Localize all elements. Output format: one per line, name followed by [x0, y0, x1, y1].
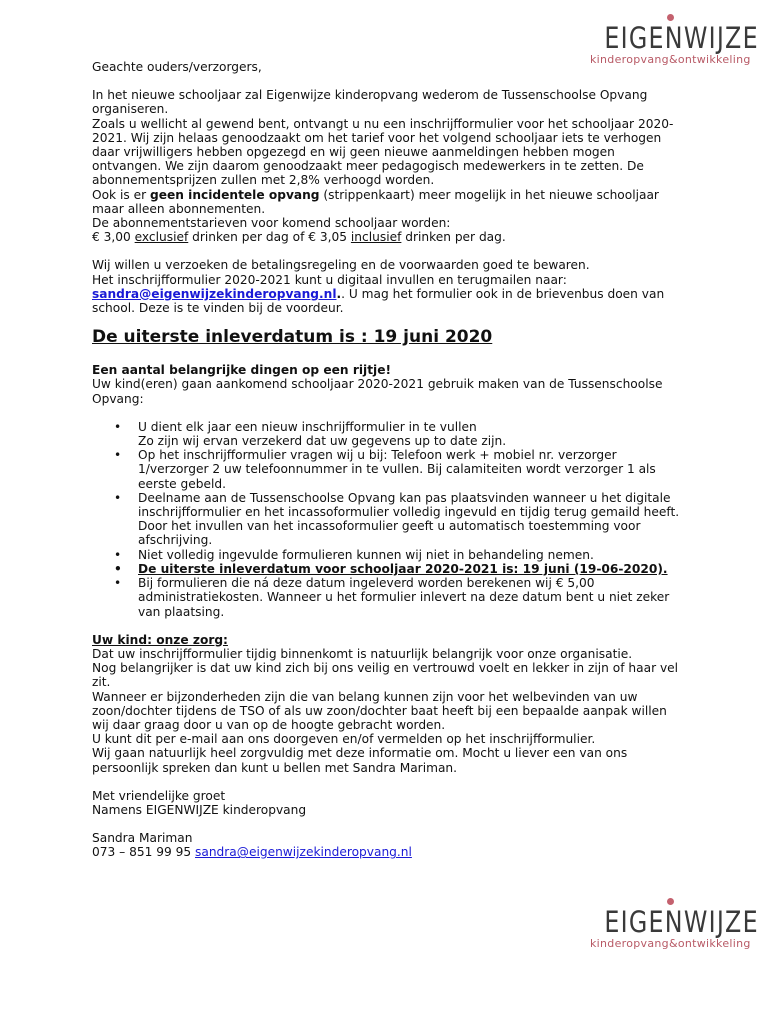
bullet-icon: •	[114, 490, 122, 505]
contact-line	[92, 845, 682, 859]
no-incidental-care: geen incidentele opvang	[149, 187, 320, 202]
text-span: drinken per dag of € 3,05	[188, 230, 351, 245]
text-span: (strippenkaart) meer mogelijk in het nieuwe schooljaar maar alleen abonnementen.	[92, 187, 659, 216]
intro-paragraph-1: In het nieuwe schooljaar zal Eigenwijze kinderopvang wederom de Tussenschoolse Opvang organiseren.	[92, 88, 648, 117]
bullet-icon: •	[114, 561, 122, 576]
inclusive-label: inclusief	[350, 230, 402, 245]
list-item	[92, 448, 682, 491]
important-title: Een aantal belangrijke dingen op een rijtje!	[92, 363, 392, 378]
logo-bottom	[590, 898, 759, 950]
text-span: . U mag het formulier ook in de brievenbus doen van school. Deze is te vinden bij de voordeur.	[92, 286, 665, 316]
logo-top	[590, 14, 759, 66]
bullet-icon: •	[114, 448, 122, 463]
care-paragraph-5: Wij gaan natuurlijk heel zorgvuldig met deze informatie om. Mocht u liever een van ons persoonlijk spreken dan kunt u bellen met Sandra Mariman.	[92, 746, 628, 775]
list-item	[92, 576, 682, 619]
signature-email-link[interactable]: sandra@eigenwijzekinderopvang.nl	[195, 845, 412, 860]
list-item-text: Op het inschrijfformulier vragen wij u bij: Telefoon werk + mobiel nr. verzorger 1/verzorger 2 uw telefoonnummer in te vullen. Bij calamiteiten wordt verzorger 1 als eerste gebeld.	[138, 448, 656, 491]
logo-tagline: kinderopvang&ontwikkeling	[590, 937, 751, 950]
logo-tagline: kinderopvang&ontwikkeling	[590, 53, 751, 66]
intro-paragraph-2: Zoals u wellicht al gewend bent, ontvangt u nu een inschrijfformulier voor het schooljaar 2020-2021. Wij zijn helaas genoodzaakt om het tarief voor het volgend schooljaar iets te verhogen daar vrijwilligers hebben opgezegd en wij geen nieuwe aanmeldingen hebben mogen ontvangen. We zijn daarom genoodzaakt meer pedagogisch medewerkers in te zetten. De abonnementsprijzen zullen met 2,8% verhoogd worden.	[92, 116, 674, 188]
care-paragraph-4: U kunt dit per e-mail aan ons doorgeven en/of vermelden op het inschrijfformulier.	[92, 732, 596, 747]
important-list	[92, 420, 682, 619]
bullet-icon: •	[114, 547, 122, 562]
payment-paragraph-3	[92, 287, 682, 315]
logo-dot-icon	[667, 898, 674, 905]
care-paragraph-1: Dat uw inschrijfformulier tijdig binnenkomt is natuurlijk belangrijk voor onze organisatie.	[92, 646, 633, 661]
list-item-text: Deelname aan de Tussenschoolse Opvang kan pas plaatsvinden wanneer u het digitale inschrijfformulier en het incassoformulier volledig ingevuld en tijdig terug gemaild heeft. Door het invullen van het incassoformulier geeft u automatisch toestemming voor afschrijving.	[138, 490, 680, 548]
important-intro: Uw kind(eren) gaan aankomend schooljaar 2020-2021 gebruik maken van de Tussenschoolse Opvang:	[92, 377, 663, 406]
text-span: € 3,00	[92, 230, 135, 245]
intro-paragraph-3	[92, 188, 682, 216]
bullet-icon: •	[114, 576, 122, 591]
care-title: Uw kind: onze zorg:	[92, 632, 228, 647]
list-item-text: Niet volledig ingevulde formulieren kunnen wij niet in behandeling nemen.	[138, 547, 594, 562]
list-item	[92, 548, 682, 562]
phone-number: 073 – 851 99 95	[92, 845, 196, 860]
text-span: drinken per dag.	[401, 230, 506, 245]
list-item-text: Bij formulieren die ná deze datum ingeleverd worden berekenen wij € 5,00 administratiekosten. Wanneer u het formulier inlevert na deze datum bent u niet zeker van plaatsing.	[138, 576, 670, 619]
list-item-deadline: De uiterste inleverdatum voor schooljaar 2020-2021 is: 19 juni (19-06-2020).	[138, 561, 668, 576]
salutation: Geachte ouders/verzorgers,	[92, 60, 262, 74]
bullet-icon: •	[114, 419, 122, 434]
closing-on-behalf: Namens EIGENWIJZE kinderopvang	[92, 802, 307, 817]
logo-name: EIGENWIJZE	[604, 21, 759, 55]
list-item	[92, 491, 682, 548]
list-item-text: U dient elk jaar een nieuw inschrijfformulier in te vullen Zo zijn wij ervan verzekerd dat uw gegevens up to date zijn.	[138, 419, 507, 449]
list-item	[92, 562, 682, 576]
payment-paragraph-1: Wij willen u verzoeken de betalingsregeling en de voorwaarden goed te bewaren.	[92, 258, 590, 273]
payment-paragraph-2: Het inschrijfformulier 2020-2021 kunt u digitaal invullen en terugmailen naar:	[92, 272, 567, 287]
text-span: Ook is er	[92, 187, 150, 202]
exclusive-label: exclusief	[134, 230, 189, 245]
rates-intro: De abonnementstarieven voor komend schooljaar worden:	[92, 216, 451, 231]
signature-name: Sandra Mariman	[92, 831, 193, 846]
closing-greeting: Met vriendelijke groet	[92, 788, 226, 803]
care-paragraph-3: Wanneer er bijzonderheden zijn die van belang kunnen zijn voor het welbevinden van uw zoon/dochter tijdens de TSO of als uw zoon/dochter baat heeft bij een bepaalde aanpak willen wij daar graag door u van op de hoogte gebracht worden.	[92, 689, 667, 732]
deadline-heading: De uiterste inleverdatum is : 19 juni 2020	[92, 327, 493, 348]
logo-name: EIGENWIJZE	[604, 905, 759, 939]
logo-dot-icon	[667, 14, 674, 21]
list-item	[92, 420, 682, 448]
email-link[interactable]: sandra@eigenwijzekinderopvang.nl	[92, 286, 337, 301]
rates-line	[92, 230, 682, 244]
care-paragraph-2: Nog belangrijker is dat uw kind zich bij ons veilig en vertrouwd voelt en lekker in zijn of haar vel zit.	[92, 661, 679, 690]
text-span: .	[336, 286, 342, 301]
letter-body	[92, 60, 682, 860]
